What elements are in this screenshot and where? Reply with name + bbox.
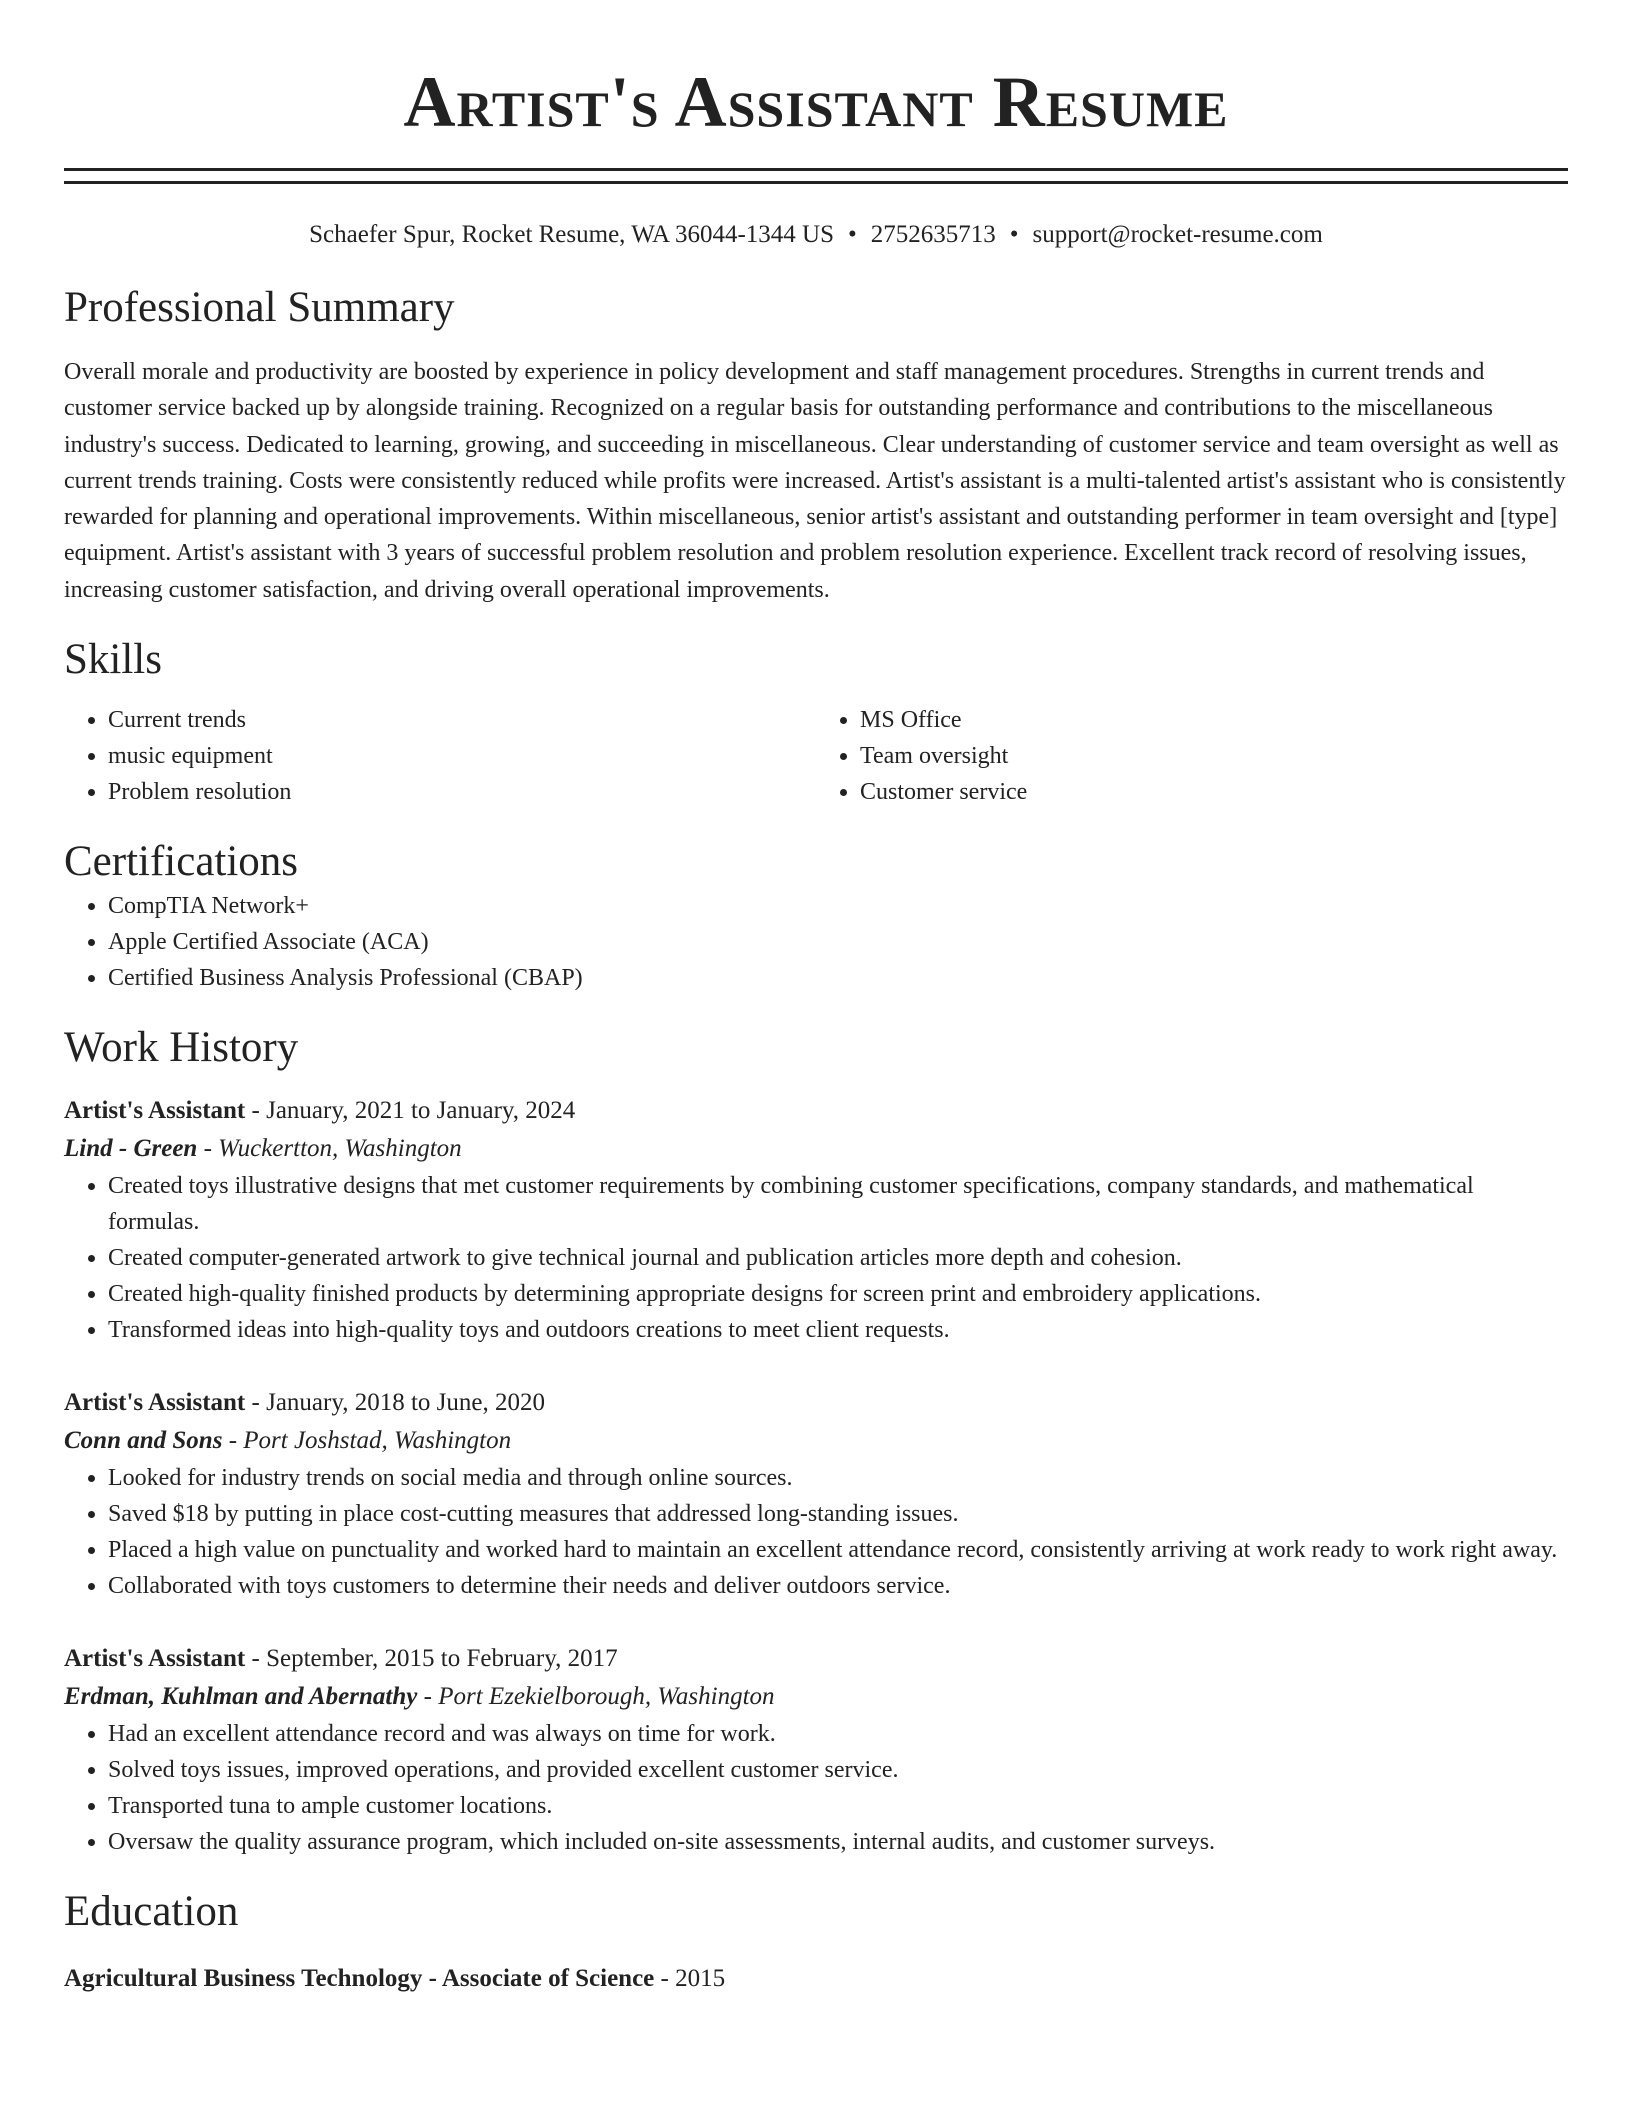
section-heading-skills: Skills: [64, 636, 162, 684]
certification-item: • CompTIA Network+: [108, 888, 1568, 924]
job-role: Artist's Assistant: [64, 1645, 246, 1673]
education-dash: -: [654, 1965, 676, 1993]
contact-line: [64, 218, 1568, 252]
job-dates: September, 2015 to February, 2017: [266, 1645, 618, 1673]
skills-column-right: [816, 702, 1568, 810]
job-title-line: [64, 1384, 1568, 1422]
section-heading-summary: Professional Summary: [64, 284, 455, 331]
skills-column-left: [64, 702, 816, 810]
resume-title: Artist's Assistant Resume: [403, 62, 1229, 142]
job-location: Wuckertton, Washington: [218, 1135, 462, 1163]
job-duty-item: • Oversaw the quality assurance program, which included on-site assessments, internal audits, and customer surveys.: [108, 1824, 1568, 1860]
work-history-section: [64, 1022, 1568, 1860]
skill-item: • MS Office: [860, 702, 1568, 738]
job-dash: -: [222, 1427, 244, 1455]
certification-item: • Apple Certified Associate (ACA): [108, 924, 1568, 960]
contact-separator: •: [848, 221, 857, 248]
job-company: Erdman, Kuhlman and Abernathy: [64, 1683, 418, 1711]
job-duty-item: • Solved toys issues, improved operations, and provided excellent customer service.: [108, 1752, 1568, 1788]
job-role: Artist's Assistant: [64, 1097, 246, 1125]
job-entry: [64, 1640, 1568, 1860]
job-dash: -: [245, 1097, 267, 1125]
job-duty-item: • Placed a high value on punctuality and worked hard to maintain an excellent attendance record, consistently arriving at work ready to work right away.: [108, 1532, 1568, 1568]
job-duty-item: • Looked for industry trends on social media and through online sources.: [108, 1460, 1568, 1496]
job-dash: -: [417, 1683, 439, 1711]
skill-item: • Team oversight: [860, 738, 1568, 774]
skills-list-right: [816, 702, 1568, 810]
skill-item: • Problem resolution: [108, 774, 816, 810]
summary-text: Overall morale and productivity are boosted by experience in policy development and staff management procedures. Strengths in current trends and customer service backed up by alongside training. Recognized on a regular basis for outstanding performance and contributions to the miscellaneous industry's success. Dedicated to learning, growing, and succeeding in miscellaneous. Clear understanding of customer service and team oversight as well as current trends training. Costs were consistently reduced while profits were increased. Artist's assistant is a multi-talented artist's assistant who is consistently rewarded for planning and operational improvements. Within miscellaneous, senior artist's assistant and outstanding performer in team oversight and [type] equipment. Artist's assistant with 3 years of successful problem resolution and problem resolution experience. Excellent track record of resolving issues, increasing customer satisfaction, and driving overall operational improvements.: [64, 359, 1566, 603]
skills-list-left: [64, 702, 816, 810]
skills-grid: [64, 702, 1568, 810]
job-employer-line: [64, 1678, 1568, 1716]
job-company: Lind - Green: [64, 1135, 198, 1163]
education-section: [64, 1886, 1568, 1998]
job-dates: January, 2021 to January, 2024: [266, 1097, 576, 1125]
skill-item: • music equipment: [108, 738, 816, 774]
job-company: Conn and Sons: [64, 1427, 223, 1455]
job-employer-line: [64, 1130, 1568, 1168]
job-duties-list: [64, 1716, 1568, 1860]
job-dates: January, 2018 to June, 2020: [266, 1389, 545, 1417]
title-double-rule: [64, 168, 1568, 184]
contact-separator: •: [1009, 221, 1019, 248]
skill-item: • Customer service: [860, 774, 1568, 810]
job-dash: -: [197, 1135, 219, 1163]
job-duty-item: • Created toys illustrative designs that met customer requirements by combining customer specifications, company standards, and mathematical formulas.: [108, 1168, 1568, 1240]
job-entry: [64, 1092, 1568, 1348]
contact-email: support@rocket-resume.com: [1032, 221, 1323, 248]
contact-address: Schaefer Spur, Rocket Resume, WA 36044-1344 US: [309, 221, 835, 248]
section-heading-education: Education: [64, 1888, 239, 1936]
contact-phone: 2752635713: [870, 221, 996, 248]
job-duty-item: • Saved $18 by putting in place cost-cutting measures that addressed long-standing issues.: [108, 1496, 1568, 1532]
job-duty-item: • Created computer-generated artwork to give technical journal and publication articles more depth and cohesion.: [108, 1240, 1568, 1276]
job-location: Port Ezekielborough, Washington: [438, 1683, 775, 1711]
skill-item: • Current trends: [108, 702, 816, 738]
certifications-section: [64, 836, 1568, 996]
education-entry: [64, 1960, 1568, 1998]
education-degree: Agricultural Business Technology - Associate of Science: [64, 1965, 655, 1993]
job-location: Port Joshstad, Washington: [243, 1427, 512, 1455]
job-dash: -: [245, 1645, 267, 1673]
section-heading-work-history: Work History: [64, 1024, 299, 1072]
job-duty-item: • Collaborated with toys customers to determine their needs and deliver outdoors service.: [108, 1568, 1568, 1604]
section-heading-certifications: Certifications: [64, 838, 299, 886]
job-title-line: [64, 1640, 1568, 1678]
certifications-list: [64, 888, 1568, 996]
job-duties-list: [64, 1460, 1568, 1604]
job-title-line: [64, 1092, 1568, 1130]
job-dash: -: [245, 1389, 267, 1417]
certification-item: • Certified Business Analysis Professional (CBAP): [108, 960, 1568, 996]
job-duty-item: • Transformed ideas into high-quality toys and outdoors creations to meet client requests.: [108, 1312, 1568, 1348]
skills-section: [64, 634, 1568, 810]
job-duty-item: • Created high-quality finished products by determining appropriate designs for screen print and embroidery applications.: [108, 1276, 1568, 1312]
job-duty-item: • Had an excellent attendance record and was always on time for work.: [108, 1716, 1568, 1752]
education-year: 2015: [675, 1965, 726, 1993]
job-duty-item: • Transported tuna to ample customer locations.: [108, 1788, 1568, 1824]
job-employer-line: [64, 1422, 1568, 1460]
job-role: Artist's Assistant: [64, 1389, 246, 1417]
professional-summary-section: [64, 282, 1568, 608]
job-entry: [64, 1384, 1568, 1604]
job-duties-list: [64, 1168, 1568, 1348]
